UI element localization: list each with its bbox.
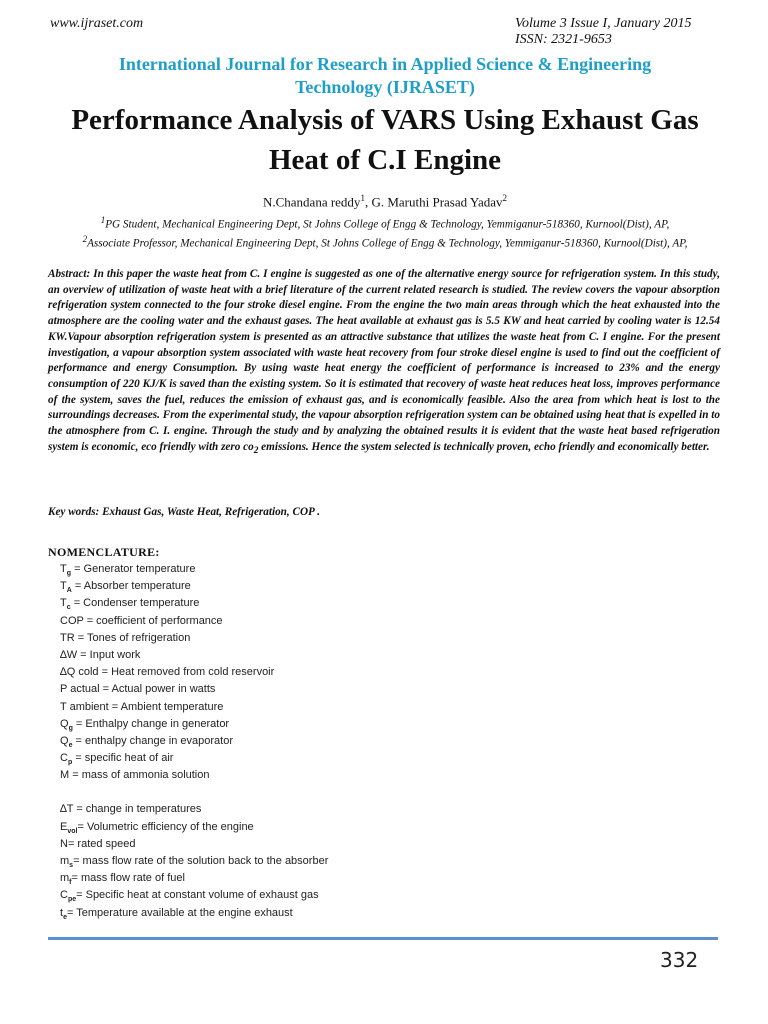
nomenclature-subscript: e xyxy=(63,913,67,921)
nomenclature-symbol: C xyxy=(60,889,68,902)
nomenclature-definition: = mass flow rate of fuel xyxy=(71,872,185,885)
nomenclature-definition: = enthalpy change in evaporator xyxy=(72,734,233,747)
affiliation-2 xyxy=(50,232,720,252)
nomenclature-item xyxy=(60,578,560,595)
nomenclature-item xyxy=(60,595,560,612)
nomenclature-subscript: vol xyxy=(67,827,78,835)
author-1-affil-mark: 1 xyxy=(360,193,365,203)
nomenclature-symbol: Q xyxy=(60,717,69,730)
nomenclature-symbol: ∆Q xyxy=(60,666,76,679)
nomenclature-definition: = Input work xyxy=(77,648,141,661)
nomenclature-symbol: m xyxy=(60,855,70,867)
affiliation-2-text: Associate Professor, Mechanical Engineering Dept, St Johns College of Engg & Technology, Yemmiganur-518360, Kurnool(Dist), AP, xyxy=(87,237,688,250)
nomenclature-symbol: T xyxy=(60,563,67,575)
nomenclature-definition: cold = Heat removed from cold reservoir xyxy=(75,666,275,679)
nomenclature-symbol: N xyxy=(60,837,68,850)
volume-issue: Volume 3 Issue I, January 2015 xyxy=(515,16,692,31)
nomenclature-item xyxy=(60,750,560,767)
nomenclature-symbol: m xyxy=(60,872,70,885)
nomenclature-symbol: T xyxy=(60,580,67,593)
affiliation-1 xyxy=(50,213,720,233)
nomenclature-symbol: E xyxy=(60,820,68,833)
affiliation-1-mark: 1 xyxy=(100,215,106,225)
nomenclature-subscript: pe xyxy=(67,896,77,904)
nomenclature-subscript: e xyxy=(68,742,73,750)
nomenclature-symbol: C xyxy=(60,752,68,765)
nomenclature-symbol: T xyxy=(60,597,67,610)
nomenclature-symbol: P xyxy=(60,683,68,696)
abstract-text-end: emissions. Hence the system selected is technically proven, echo friendly and economically better. xyxy=(258,440,710,453)
nomenclature-subscript: s xyxy=(69,862,74,870)
nomenclature-definition: = change in temperatures xyxy=(73,803,202,816)
nomenclature-item xyxy=(60,733,560,750)
nomenclature-group-2 xyxy=(60,801,560,921)
nomenclature-subscript: p xyxy=(67,759,73,767)
author-list xyxy=(40,193,730,210)
nomenclature-symbol: ∆W xyxy=(60,648,78,661)
nomenclature-definition: ambient = Ambient temperature xyxy=(66,700,224,713)
issue-info xyxy=(515,16,692,48)
nomenclature-item xyxy=(60,819,560,836)
nomenclature-item xyxy=(60,887,560,904)
journal-name-line-1: International Journal for Research in Applied Science & Engineering xyxy=(118,54,652,74)
nomenclature-item xyxy=(60,630,560,647)
nomenclature-definition: actual = Actual power in watts xyxy=(67,683,216,696)
abstract-text: Abstract: In this paper the waste heat from C. I engine is suggested as one of the alternative energy source for refrigeration system. In this study, an overview of utilization of waste heat with a brief literature of the current related research is studied. The review covers the vapour absorption refrigeration system connected to the four stroke diesel engine. From the engine the two main areas through which the heat exhausted into the atmosphere are the cooling water and the exhaust gases. The heat available at exhaust gas is 5.5 KW and heat carried by cooling water is 12.54 KW.Vapour absorption refrigeration system is presented as an attractive substance that utilizes the waste heat from C. I engine. For the present investigation, a vapour absorption system associated with waste heat recovery from four stroke diesel engine is used to find out the coefficient of performance and energy Consumption. By using waste heat energy the coefficient of performance is increased to 23% and the energy consumption of 220 KJ/K is saved than the existing system. So it is estimated that recovery of waste heat reduces heat loss, improves performance of the system, saves the fuel, reduces the emission of exhaust gas, and is economically feasible. Also the area from which heat is lost to the surroundings decreases. From the experimental study, the vapour absorption refrigeration system can be obtained using heat that is expelled in to the atmosphere from C. I. engine. Through the study and by analyzing the obtained results it is evident that the waste heat based refrigeration system is economic, eco friendly with zero co xyxy=(48,268,720,453)
nomenclature-symbol: t xyxy=(60,906,64,919)
journal-name xyxy=(60,53,710,99)
nomenclature-definition: = mass of ammonia solution xyxy=(69,769,210,782)
journal-website: www.ijraset.com xyxy=(50,16,144,31)
nomenclature-definition: = Tones of refrigeration xyxy=(74,631,191,644)
nomenclature-definition: = specific heat of air xyxy=(72,752,174,765)
nomenclature-item xyxy=(60,870,560,887)
affiliation-2-mark: 2 xyxy=(82,234,88,244)
nomenclature-subscript: g xyxy=(66,570,72,578)
journal-name-line-2: Technology (IJRASET) xyxy=(295,77,475,97)
nomenclature-symbol: M xyxy=(60,769,70,782)
nomenclature-item xyxy=(60,613,560,630)
nomenclature-definition: = Condenser temperature xyxy=(70,597,200,610)
nomenclature-list xyxy=(60,561,560,922)
paper-title xyxy=(40,100,730,180)
author-separator: , xyxy=(364,194,372,210)
nomenclature-definition: = Generator temperature xyxy=(71,563,196,575)
page-number: 332 xyxy=(660,948,699,972)
nomenclature-definition: = Absorber temperature xyxy=(71,580,191,593)
nomenclature-item xyxy=(60,905,560,922)
nomenclature-item xyxy=(60,647,560,664)
nomenclature-symbol: TR xyxy=(60,631,75,644)
abstract xyxy=(48,267,720,460)
nomenclature-definition: = coefficient of performance xyxy=(83,614,223,627)
author-2: G. Maruthi Prasad Yadav xyxy=(371,194,503,210)
nomenclature-item xyxy=(60,561,560,578)
abstract-subscript: 2 xyxy=(253,445,259,456)
nomenclature-item xyxy=(60,664,560,681)
nomenclature-item xyxy=(60,699,560,716)
nomenclature-definition: = mass flow rate of the solution back to the absorber xyxy=(73,855,329,867)
author-1: N.Chandana reddy xyxy=(262,194,361,210)
nomenclature-item xyxy=(60,767,560,784)
nomenclature-definition: = Temperature available at the engine exhaust xyxy=(66,906,293,919)
issn: ISSN: 2321-9653 xyxy=(515,32,612,47)
nomenclature-subscript: g xyxy=(68,724,73,732)
paper-title-line-2: Heat of C.I Engine xyxy=(269,144,501,176)
nomenclature-symbol: Q xyxy=(60,734,69,747)
nomenclature-item xyxy=(60,716,560,733)
nomenclature-definition: = Volumetric efficiency of the engine xyxy=(77,820,254,833)
nomenclature-subscript: f xyxy=(69,879,72,887)
nomenclature-subscript: c xyxy=(66,604,71,612)
keywords: Key words: Exhaust Gas, Waste Heat, Refrigeration, COP . xyxy=(48,506,321,518)
nomenclature-item xyxy=(60,681,560,698)
nomenclature-symbol: T xyxy=(60,700,67,713)
nomenclature-definition: = Enthalpy change in generator xyxy=(72,717,230,730)
nomenclature-spacer xyxy=(60,784,560,801)
nomenclature-subscript: A xyxy=(66,587,72,595)
footer-rule xyxy=(48,937,718,940)
nomenclature-item xyxy=(60,801,560,818)
nomenclature-symbol: ∆T xyxy=(60,803,74,816)
nomenclature-group-1 xyxy=(60,561,560,784)
nomenclature-item xyxy=(60,836,560,853)
nomenclature-heading: NOMENCLATURE: xyxy=(48,545,160,559)
nomenclature-symbol: COP xyxy=(60,614,84,627)
nomenclature-definition: = Specific heat at constant volume of exhaust gas xyxy=(76,889,319,902)
nomenclature-definition: = rated speed xyxy=(67,837,136,850)
affiliation-1-text: PG Student, Mechanical Engineering Dept, St Johns College of Engg & Technology, Yemmiganur-518360, Kurnool(Dist), AP, xyxy=(105,218,670,231)
nomenclature-item xyxy=(60,853,560,870)
author-2-affil-mark: 2 xyxy=(502,193,508,203)
paper-title-line-1: Performance Analysis of VARS Using Exhaust Gas xyxy=(71,104,699,136)
